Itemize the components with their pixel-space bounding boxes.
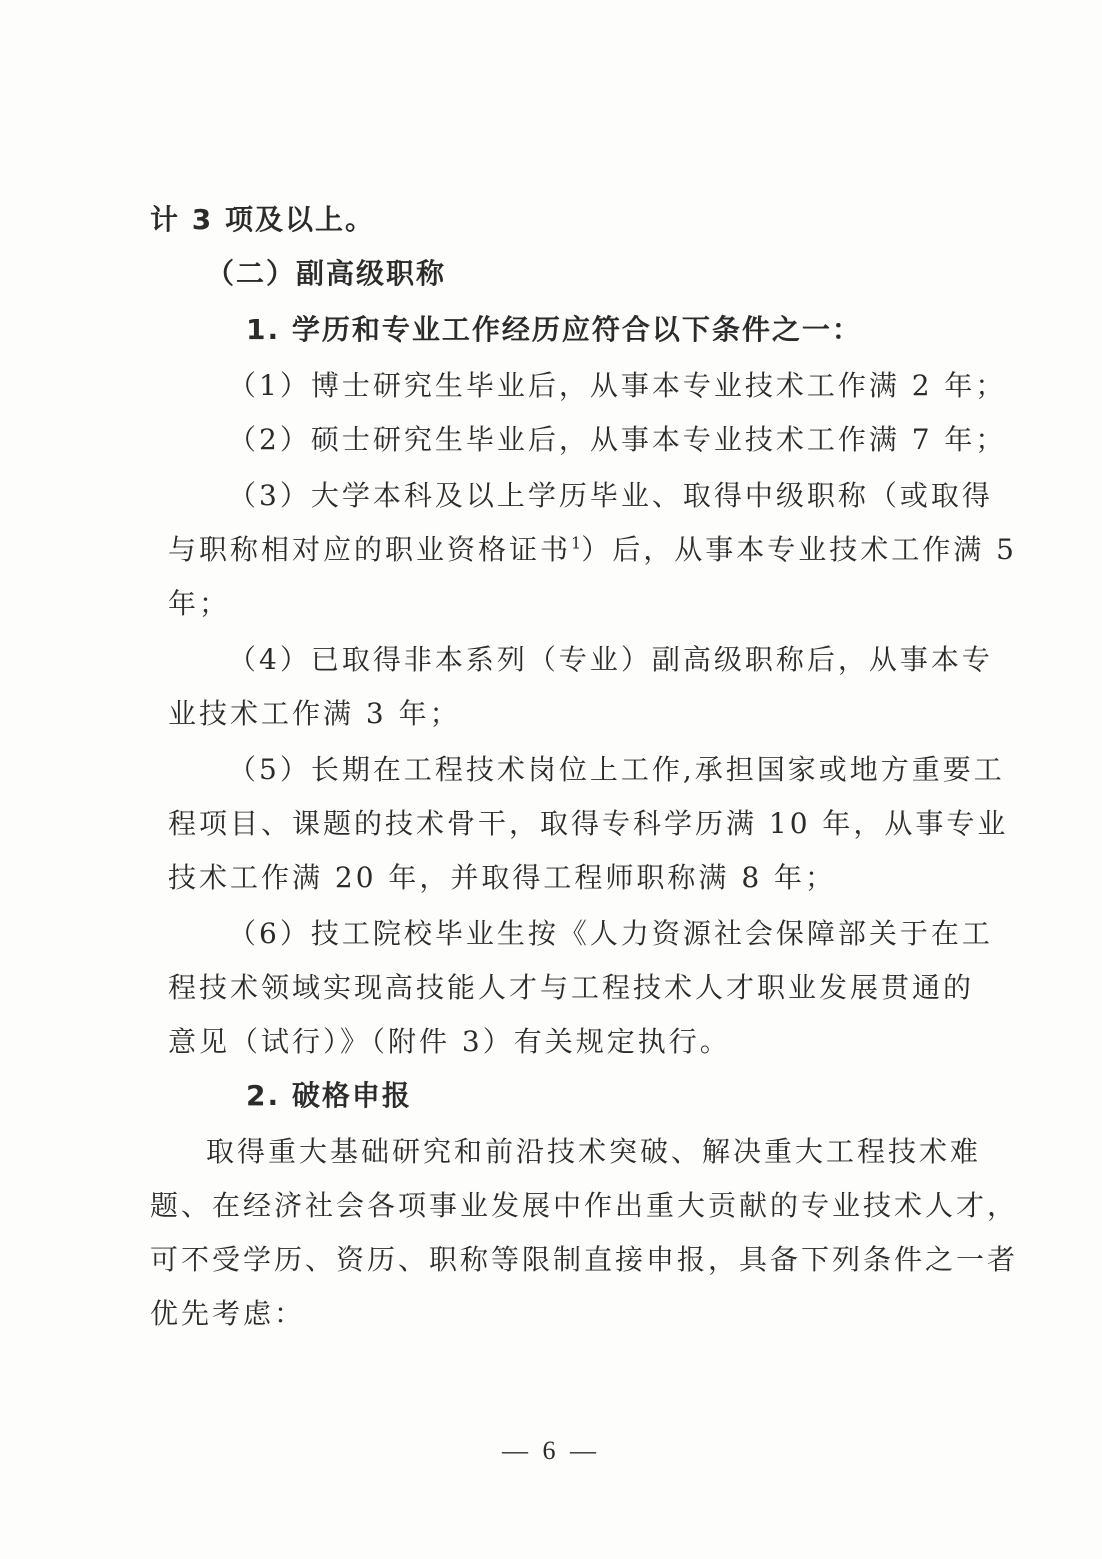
list-item: （4）已取得非本系列（专业）副高级职称后，从事本专 (228, 643, 993, 676)
list-item-continuation: 意见（试行）》（附件 3）有关规定执行。 (168, 1025, 731, 1058)
list-item-continuation: 年； (168, 587, 231, 620)
subsection-heading: 2. 破格申报 (246, 1079, 412, 1112)
list-item: （3）大学本科及以上学历毕业、取得中级职称（或取得 (228, 479, 993, 512)
list-item: （2）硕士研究生毕业后，从事本专业技术工作满 7 年； (228, 423, 1007, 456)
list-item: （5）长期在工程技术岗位上工作,承担国家或地方重要工 (228, 753, 1005, 786)
list-item-continuation: 程项目、课题的技术骨干，取得专科学历满 10 年，从事专业 (168, 807, 1009, 840)
text-line: 计 3 项及以上。 (150, 203, 375, 236)
section-heading: （二）副高级职称 (206, 257, 447, 290)
text-segment: 与职称相对应的职业资格证书 (168, 533, 572, 566)
list-item-continuation (168, 530, 1017, 570)
text-segment: ）后，从事本专业技术工作满 5 (581, 533, 1017, 566)
list-item: （6）技工院校毕业生按《人力资源社会保障部关于在工 (228, 917, 993, 950)
footnote-marker: 1 (571, 533, 582, 553)
page-number: — 6 — (502, 1436, 600, 1465)
paragraph-line: 题、在经济社会各项事业发展中作出重大贡献的专业技术人才， (150, 1189, 1019, 1222)
paragraph-line: 取得重大基础研究和前沿技术突破、解决重大工程技术难 (206, 1135, 982, 1168)
list-item-continuation: 业技术工作满 3 年； (168, 697, 461, 730)
paragraph-line: 优先考虑： (150, 1297, 306, 1330)
list-item-continuation: 程技术领域实现高技能人才与工程技术人才职业发展贯通的 (168, 971, 975, 1004)
list-item: （1）博士研究生毕业后，从事本专业技术工作满 2 年； (228, 369, 1007, 402)
subsection-heading: 1. 学历和专业工作经历应符合以下条件之一： (246, 313, 862, 346)
paragraph-line: 可不受学历、资历、职称等限制直接申报，具备下列条件之一者 (150, 1243, 1019, 1276)
list-item-continuation: 技术工作满 20 年，并取得工程师职称满 8 年； (168, 861, 837, 894)
